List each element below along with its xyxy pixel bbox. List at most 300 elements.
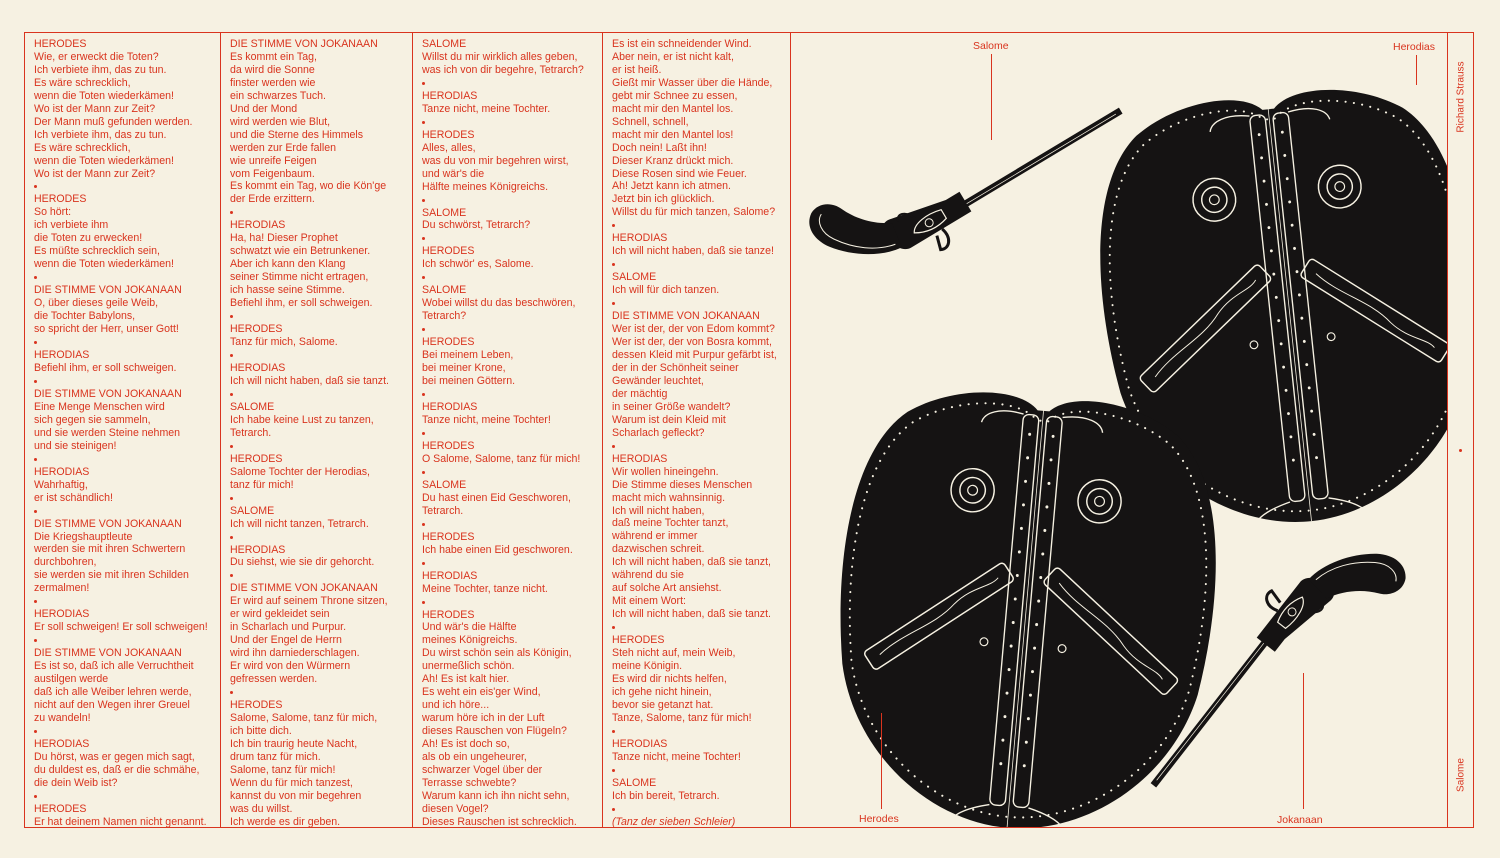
speech-separator xyxy=(422,427,598,440)
speech-block xyxy=(34,466,216,505)
verse-line: gefressen werden. xyxy=(230,673,318,686)
verse-line: ein schwarzes Tuch. xyxy=(230,89,326,102)
speaker-name: HERODIAS xyxy=(612,737,668,750)
verse-line: Warum ist dein Kleid mit xyxy=(612,413,726,426)
verse-line: Wahrhaftig, xyxy=(34,478,88,491)
verse-line: Wo ist der Mann zur Zeit? xyxy=(34,102,156,115)
speech-separator xyxy=(34,271,216,284)
verse-line: Gießt mir Wasser über die Hände, xyxy=(612,76,773,89)
verse-line: werden zur Erde fallen xyxy=(230,141,336,154)
speaker-name: HERODIAS xyxy=(422,401,478,414)
speaker-name: SALOME xyxy=(230,400,275,413)
speech-separator xyxy=(34,453,216,466)
speaker-name: DIE STIMME VON JOKANAAN xyxy=(34,387,182,400)
verse-line: Ich will nicht haben, daß sie tanzt. xyxy=(230,374,389,387)
verse-line: Er soll schweigen! Er soll schweigen! xyxy=(34,621,208,634)
verse-line: Ah! Es ist kalt hier. xyxy=(422,673,510,686)
verse-line: Tanz für mich, Salome. xyxy=(230,336,338,349)
speech-block xyxy=(230,582,408,686)
verse-line: die Tochter Babylons, xyxy=(34,310,136,323)
verse-line: austilgen werde xyxy=(34,673,109,686)
verse-line: Er hat deinem Namen nicht genannt. xyxy=(34,815,207,827)
verse-line: Wenn du für mich tanzest, xyxy=(230,776,353,789)
speaker-name: DIE STIMME VON JOKANAAN xyxy=(34,647,182,660)
verse-line: Tetrarch. xyxy=(230,426,272,439)
verse-line: daß ich alle Weiber lehren werde, xyxy=(34,686,192,699)
speaker-name: SALOME xyxy=(422,478,467,491)
verse-line: was ich von dir begehre, Tetrarch? xyxy=(422,63,584,76)
verse-line: So hört: xyxy=(34,206,72,219)
speech-block xyxy=(34,608,216,634)
speech-separator xyxy=(34,336,216,349)
speaker-name: HERODIAS xyxy=(230,543,286,556)
verse-line: Die Kriegshauptleute xyxy=(34,530,133,543)
speech-block xyxy=(612,738,786,764)
verse-line: als ob ein ungeheurer, xyxy=(422,750,527,763)
speaker-name: HERODIAS xyxy=(612,452,668,465)
speaker-name: HERODES xyxy=(612,634,665,647)
speech-separator xyxy=(612,764,786,777)
verse-line: und die Sterne des Himmels xyxy=(230,128,364,141)
leader-line-herodes xyxy=(881,713,882,809)
verse-line: auf solche Art ansiehst. xyxy=(612,582,722,595)
speaker-name: DIE STIMME VON JOKANAAN xyxy=(230,38,378,50)
figure-label-herodes: Herodes xyxy=(859,813,899,825)
verse-line: Es wäre schrecklich, xyxy=(34,76,131,89)
verse-line: ich gehe nicht hinein, xyxy=(612,685,712,698)
speech-block xyxy=(422,38,598,77)
verse-line: Tetrarch. xyxy=(422,504,464,517)
verse-line: Salome, Salome, tanz für mich, xyxy=(230,711,378,724)
speech-block xyxy=(612,232,786,258)
speaker-name: SALOME xyxy=(422,38,467,50)
speech-block xyxy=(422,90,598,116)
verse-line: ich hasse seine Stimme. xyxy=(230,284,345,297)
verse-line: Meine Tochter, tanze nicht. xyxy=(422,582,548,595)
speech-separator xyxy=(422,232,598,245)
verse-line: macht mir den Mantel los! xyxy=(612,128,734,141)
verse-line: drum tanz für mich. xyxy=(230,750,321,763)
verse-line: Terrasse schwebte? xyxy=(422,776,517,789)
verse-line: Und wär's die Hälfte xyxy=(422,621,517,634)
speaker-name: HERODES xyxy=(230,323,283,336)
side-label-opera: Salome xyxy=(1455,758,1467,792)
speaker-name: DIE STIMME VON JOKANAAN xyxy=(34,517,182,530)
speech-block xyxy=(422,440,598,466)
speaker-name: DIE STIMME VON JOKANAAN xyxy=(34,284,182,297)
verse-line: Ich will nicht haben, daß sie tanze! xyxy=(612,245,774,258)
speech-separator xyxy=(612,297,786,310)
verse-line: gebt mir Schnee zu essen, xyxy=(612,89,738,102)
speech-separator xyxy=(230,686,408,699)
verse-line: Bei meinem Leben, xyxy=(422,349,514,362)
speech-block xyxy=(230,38,408,206)
speech-separator xyxy=(34,725,216,738)
libretto-column-3 xyxy=(413,33,603,827)
verse-line: Du wirst schön sein als Königin, xyxy=(422,647,572,660)
speech-separator xyxy=(612,258,786,271)
verse-line: Der Mann muß gefunden werden. xyxy=(34,115,193,128)
verse-line: vom Feigenbaum. xyxy=(230,167,315,180)
speech-separator xyxy=(422,518,598,531)
speech-block xyxy=(34,803,216,827)
verse-line: Es wird dir nichts helfen, xyxy=(612,672,727,685)
verse-line: Es kommt ein Tag, xyxy=(230,50,317,63)
verse-line: Du schwörst, Tetrarch? xyxy=(422,219,531,232)
verse-line: in Scharlach und Purpur. xyxy=(230,621,347,634)
verse-line: Du hast einen Eid Geschworen, xyxy=(422,491,571,504)
verse-line: O Salome, Salome, tanz für mich! xyxy=(422,452,581,465)
speaker-name: SALOME xyxy=(612,776,657,789)
verse-line: wenn die Toten wiederkämen! xyxy=(34,154,174,167)
verse-line: dieses Rauschen von Flügeln? xyxy=(422,725,567,738)
verse-line: er ist heiß. xyxy=(612,63,662,76)
verse-line: tanz für mich! xyxy=(230,478,294,491)
verse-line: was du von mir begehren wirst, xyxy=(422,154,569,167)
verse-line: was du willst. xyxy=(230,802,293,815)
verse-line: Eine Menge Menschen wird xyxy=(34,400,165,413)
speaker-name: HERODIAS xyxy=(230,219,286,232)
verse-line: während er immer xyxy=(612,530,698,543)
verse-line: schwarzer Vogel über der xyxy=(422,763,543,776)
verse-line: Dieses Rauschen ist schrecklich. xyxy=(422,815,577,827)
verse-line: Es ist ein schneidender Wind. xyxy=(612,38,752,50)
verse-line: Salome, tanz für mich! xyxy=(230,763,336,776)
verse-line: unermeßlich schön. xyxy=(422,660,515,673)
speaker-name: HERODES xyxy=(230,452,283,465)
libretto-column-2 xyxy=(221,33,413,827)
verse-line: Ich will nicht haben, daß sie tanzt, xyxy=(612,556,771,569)
verse-line: werden sie mit ihren Schwertern xyxy=(34,543,186,556)
speaker-name: HERODES xyxy=(34,38,87,50)
speaker-name: HERODIAS xyxy=(34,465,90,478)
verse-line: Du siehst, wie sie dir gehorcht. xyxy=(230,556,375,569)
verse-line: Ich bin traurig heute Nacht, xyxy=(230,737,358,750)
verse-line: Die Stimme dieses Menschen xyxy=(612,478,753,491)
verse-line: Ich verbiete ihm, das zu tun. xyxy=(34,128,167,141)
speaker-name: SALOME xyxy=(230,504,275,517)
verse-line: ich verbiete ihm xyxy=(34,219,109,232)
libretto-column-1 xyxy=(25,33,221,827)
leader-line-jokanaan xyxy=(1303,673,1304,809)
verse-line: warum höre ich in der Luft xyxy=(422,712,545,725)
verse-line: Ich verbiete ihm, das zu tun. xyxy=(34,63,167,76)
verse-line: kannst du von mir begehren xyxy=(230,789,362,802)
verse-line: bei meiner Krone, xyxy=(422,362,506,375)
speech-block xyxy=(422,284,598,323)
speech-block xyxy=(34,193,216,271)
verse-line: er ist schändlich! xyxy=(34,491,113,504)
stage-direction: (Tanz der sieben Schleier) xyxy=(612,815,736,827)
verse-line: Es weht ein eis'ger Wind, xyxy=(422,686,541,699)
speaker-name: HERODES xyxy=(230,699,283,712)
verse-line: macht mir den Mantel los. xyxy=(612,102,734,115)
verse-line: Tetrarch? xyxy=(422,310,467,323)
speech-separator xyxy=(612,725,786,738)
verse-line: die dein Weib ist? xyxy=(34,776,118,789)
speech-block xyxy=(422,401,598,427)
speech-separator xyxy=(422,596,598,609)
speaker-name: HERODES xyxy=(34,802,87,815)
verse-line: Salome Tochter der Herodias, xyxy=(230,465,370,478)
speaker-name: HERODES xyxy=(422,245,475,258)
verse-line: Willst du mir wirklich alles geben, xyxy=(422,50,578,63)
speaker-name: HERODIAS xyxy=(230,361,286,374)
verse-line: Tanze nicht, meine Tochter! xyxy=(422,413,551,426)
verse-line: Doch nein! Laßt ihn! xyxy=(612,141,707,154)
verse-line: bei meinen Göttern. xyxy=(422,375,516,388)
speaker-name: SALOME xyxy=(422,284,467,297)
speech-separator xyxy=(230,206,408,219)
verse-line: Wer ist der, der von Bosra kommt, xyxy=(612,336,772,349)
verse-line: dessen Kleid mit Purpur gefärbt ist, xyxy=(612,349,777,362)
verse-line: dazwischen schreit. xyxy=(612,543,705,556)
speech-separator xyxy=(34,790,216,803)
verse-line: wie unreife Feigen xyxy=(230,154,317,167)
speech-block xyxy=(612,38,786,219)
speaker-name: HERODIAS xyxy=(34,349,90,362)
speech-separator xyxy=(230,349,408,362)
speech-block xyxy=(230,544,408,570)
speaker-name: DIE STIMME VON JOKANAAN xyxy=(612,310,760,323)
speech-block xyxy=(422,531,598,557)
verse-line: Es müßte schrecklich sein, xyxy=(34,245,160,258)
libretto-sheet xyxy=(24,32,1474,828)
side-label-composer: Richard Strauss xyxy=(1455,61,1467,133)
verse-line: Ah! Es ist doch so, xyxy=(422,738,510,751)
speech-separator xyxy=(422,116,598,129)
verse-line: Befiehl ihm, er soll schweigen. xyxy=(34,361,177,374)
illustration-panel xyxy=(791,33,1447,827)
verse-line: Es kommt ein Tag, wo die Kön'ge xyxy=(230,180,387,193)
speech-block xyxy=(34,647,216,725)
verse-line: Ich habe keine Lust zu tanzen, xyxy=(230,413,374,426)
verse-line: er wird gekleidet sein xyxy=(230,608,330,621)
verse-line: so spricht der Herr, unser Gott! xyxy=(34,323,179,336)
verse-line: Ich will für dich tanzen. xyxy=(612,284,720,297)
speech-block xyxy=(230,219,408,310)
speech-separator xyxy=(34,505,216,518)
speech-block xyxy=(230,453,408,492)
verse-line: sie werden sie mit ihren Schilden xyxy=(34,569,189,582)
speech-separator xyxy=(612,440,786,453)
speech-separator xyxy=(34,595,216,608)
speaker-name: HERODIAS xyxy=(612,232,668,245)
figure-label-jokanaan: Jokanaan xyxy=(1277,814,1323,826)
speech-separator xyxy=(612,803,786,816)
verse-line: der Erde erzittern. xyxy=(230,193,315,206)
verse-line: Wobei willst du das beschwören, xyxy=(422,297,576,310)
speech-separator xyxy=(230,492,408,505)
verse-line: Tanze, Salome, tanz für mich! xyxy=(612,711,752,724)
speech-block xyxy=(612,453,786,621)
speech-separator xyxy=(422,323,598,336)
verse-line: Du hörst, was er gegen mich sagt, xyxy=(34,750,195,763)
verse-line: Ich habe einen Eid geschworen. xyxy=(422,543,573,556)
verse-line: sich gegen sie sammeln, xyxy=(34,413,151,426)
speech-separator xyxy=(422,271,598,284)
verse-line: Es ist so, daß ich alle Verruchtheit xyxy=(34,660,194,673)
verse-line: schwatzt wie ein Betrunkener. xyxy=(230,245,371,258)
figure-label-salome: Salome xyxy=(973,40,1009,52)
side-dot xyxy=(1459,449,1462,452)
speech-separator xyxy=(230,569,408,582)
speech-separator xyxy=(422,466,598,479)
verse-line: Hälfte meines Königreichs. xyxy=(422,180,549,193)
verse-line: Aber nein, er ist nicht kalt, xyxy=(612,50,734,63)
verse-line: Er wird auf seinem Throne sitzen, xyxy=(230,595,388,608)
verse-line: bevor sie getanzt hat. xyxy=(612,698,714,711)
verse-line: der in der Schönheit seiner xyxy=(612,361,739,374)
verse-line: zu wandeln! xyxy=(34,711,91,724)
verse-line: während du sie xyxy=(612,569,684,582)
verse-line: Diese Rosen sind wie Feuer. xyxy=(612,167,747,180)
speaker-name: SALOME xyxy=(612,271,657,284)
verse-line: diesen Vogel? xyxy=(422,802,489,815)
speaker-name: HERODES xyxy=(422,530,475,543)
verse-line: Wie, er erweckt die Toten? xyxy=(34,50,159,63)
leader-line-salome xyxy=(991,54,992,140)
speech-block xyxy=(422,336,598,388)
speech-block xyxy=(422,479,598,518)
verse-line: und sie werden Steine nehmen xyxy=(34,426,181,439)
speech-block xyxy=(34,349,216,375)
speech-separator xyxy=(422,388,598,401)
speech-block xyxy=(612,271,786,297)
verse-line: wird werden wie Blut, xyxy=(230,115,331,128)
speech-block xyxy=(422,129,598,194)
verse-line: Es wäre schrecklich, xyxy=(34,141,131,154)
speech-block xyxy=(612,310,786,440)
speech-block xyxy=(34,518,216,596)
verse-line: Alles, alles, xyxy=(422,141,476,154)
verse-line: seiner Stimme nicht ertragen, xyxy=(230,271,369,284)
verse-line: Schnell, schnell, xyxy=(612,115,689,128)
verse-line: Ich will nicht tanzen, Tetrarch. xyxy=(230,517,369,530)
speaker-name: HERODES xyxy=(422,439,475,452)
speaker-name: DIE STIMME VON JOKANAAN xyxy=(230,582,378,595)
speech-block xyxy=(34,284,216,336)
verse-line: du duldest es, daß er die schmähe, xyxy=(34,763,200,776)
side-strip xyxy=(1447,33,1473,827)
figure-label-herodias: Herodias xyxy=(1393,41,1436,53)
verse-line: Tanze nicht, meine Tochter. xyxy=(422,102,551,115)
verse-line: Scharlach gefleckt? xyxy=(612,426,705,439)
verse-line: Mit einem Wort: xyxy=(612,595,686,608)
speech-block xyxy=(422,207,598,233)
verse-line: zermalmen! xyxy=(34,582,90,595)
speaker-name: HERODIAS xyxy=(34,737,90,750)
verse-line: und wär's die xyxy=(422,167,485,180)
speaker-name: HERODIAS xyxy=(422,89,478,102)
verse-line: Er wird von den Würmern xyxy=(230,660,351,673)
speech-block xyxy=(230,362,408,388)
speaker-name: HERODIAS xyxy=(34,608,90,621)
verse-line: macht mich wahnsinnig. xyxy=(612,491,726,504)
verse-line: Ha, ha! Dieser Prophet xyxy=(230,232,338,245)
verse-line: Ich will nicht haben, xyxy=(612,504,705,517)
speech-separator xyxy=(34,180,216,193)
verse-line: finster werden wie xyxy=(230,76,316,89)
verse-line: Ich werde es dir geben. xyxy=(230,815,341,827)
speech-block xyxy=(422,609,598,828)
verse-line: daß meine Tochter tanzt, xyxy=(612,517,729,530)
verse-line: und ich höre... xyxy=(422,699,490,712)
speech-block xyxy=(422,570,598,596)
speech-block xyxy=(230,401,408,440)
verse-line: und sie steinigen! xyxy=(34,439,117,452)
speech-block xyxy=(34,388,216,453)
speech-separator xyxy=(612,621,786,634)
verse-line: Befiehl ihm, er soll schweigen. xyxy=(230,297,373,310)
speaker-name: HERODIAS xyxy=(422,569,478,582)
verse-line: Tanze nicht, meine Tochter! xyxy=(612,750,741,763)
verse-line: Ich bin bereit, Tetrarch. xyxy=(612,789,720,802)
speech-separator xyxy=(422,77,598,90)
speaker-name: HERODES xyxy=(422,336,475,349)
verse-line: Wo ist der Mann zur Zeit? xyxy=(34,167,156,180)
verse-line: Wir wollen hineingehn. xyxy=(612,465,719,478)
speaker-name: HERODES xyxy=(422,128,475,141)
verse-line: Dieser Kranz drückt mich. xyxy=(612,154,734,167)
speech-separator xyxy=(230,388,408,401)
verse-line: Ich schwör' es, Salome. xyxy=(422,258,534,271)
speaker-name: HERODES xyxy=(34,193,87,206)
flintlock-pistol-icon-top xyxy=(802,48,1135,303)
speech-block xyxy=(230,699,408,827)
verse-line: in seiner Größe wandelt? xyxy=(612,400,731,413)
speech-separator xyxy=(612,219,786,232)
verse-line: ich bitte dich. xyxy=(230,724,292,737)
verse-line: nicht auf den Wegen ihrer Greuel xyxy=(34,698,190,711)
verse-line: Wer ist der, der von Edom kommt? xyxy=(612,323,775,336)
verse-line: wenn die Toten wiederkämen! xyxy=(34,258,174,271)
speech-separator xyxy=(34,375,216,388)
speech-separator xyxy=(230,310,408,323)
speech-block xyxy=(34,738,216,790)
speech-block xyxy=(34,38,216,180)
verse-line: meines Königreichs. xyxy=(422,634,518,647)
verse-line: Gewänder leuchtet, xyxy=(612,374,704,387)
verse-line: Steh nicht auf, mein Weib, xyxy=(612,647,736,660)
verse-line: wenn die Toten wiederkämen! xyxy=(34,89,174,102)
speech-separator xyxy=(34,634,216,647)
verse-line: wird ihn darniederschlagen. xyxy=(230,647,360,660)
verse-line: meine Königin. xyxy=(612,659,683,672)
illustration-svg xyxy=(791,33,1447,827)
libretto-column-4 xyxy=(603,33,791,827)
verse-line: Aber ich kann den Klang xyxy=(230,258,346,271)
verse-line: durchbohren, xyxy=(34,556,97,569)
speech-block xyxy=(422,245,598,271)
speech-block xyxy=(612,777,786,803)
speaker-name: HERODES xyxy=(422,608,475,621)
speech-block xyxy=(612,634,786,725)
verse-line: Und der Mond xyxy=(230,102,298,115)
speech-separator xyxy=(422,557,598,570)
verse-line: Ah! Jetzt kann ich atmen. xyxy=(612,180,731,193)
leader-line-herodias xyxy=(1416,55,1417,85)
verse-line: O, über dieses geile Weib, xyxy=(34,297,159,310)
verse-line: Willst du für mich tanzen, Salome? xyxy=(612,206,776,219)
speech-block xyxy=(230,505,408,531)
verse-line: Warum kann ich ihn nicht sehn, xyxy=(422,789,570,802)
verse-line: Ich will nicht haben, daß sie tanzt. xyxy=(612,608,771,621)
verse-line: Jetzt bin ich glücklich. xyxy=(612,193,715,206)
speech-block xyxy=(230,323,408,349)
speech-separator xyxy=(422,194,598,207)
verse-line: da wird die Sonne xyxy=(230,63,315,76)
